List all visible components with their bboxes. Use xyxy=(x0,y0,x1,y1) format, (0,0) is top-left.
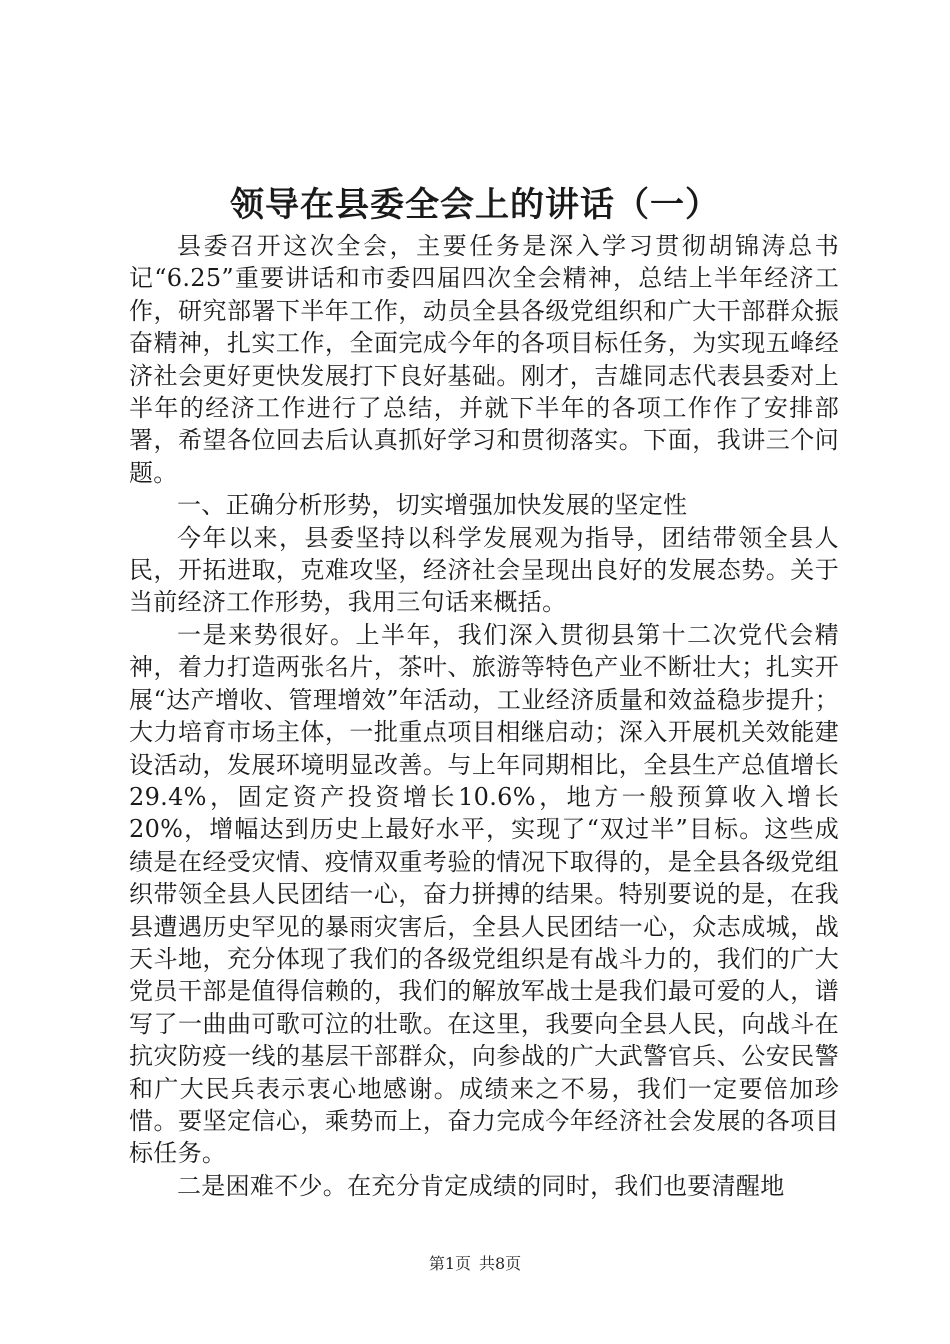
paragraph-point-two: 二是困难不少。在充分肯定成绩的同时，我们也要清醒地 xyxy=(177,1171,785,1200)
page-number-total: 共8页 xyxy=(479,1254,522,1273)
paragraph-point-one: 一是来势很好。上半年，我们深入贯彻县第十二次党代会精神，着力打造两张名片，茶叶、旅游等特色产业不断壮大；扎实开展“达产增收、管理增效”年活动，工业经济质量和效益稳步提升；大力培育市场主体，一批重点项目相继启动；深入开展机关效能建设活动，发展环境明显改善。与上年同期相比，全县生产总值增长29.4%，固定资产投资增长10.6%，地方一般预算收入增长20%，增幅达到历史上最好水平，实现了“双过半”目标。这些成绩是在经受灾情、疫情双重考验的情况下取得的，是全县各级党组织带领全县人民团结一心，奋力拼搏的结果。特别要说的是，在我县遭遇历史罕见的暴雨灾害后，全县人民团结一心，众志成城，战天斗地，充分体现了我们的各级党组织是有战斗力的，我们的广大党员干部是值得信赖的，我们的解放军战士是我们最可爱的人，谱写了一曲曲可歌可泣的壮歌。在这里，我要向全县人民，向战斗在抗灾防疫一线的基层干部群众，向参战的广大武警官兵、公安民警和广大民兵表示衷心地感谢。成绩来之不易，我们一定要倍加珍惜。要坚定信心，乘势而上，奋力完成今年经济社会发展的各项目标任务。 xyxy=(129,620,839,1168)
page-footer xyxy=(0,1253,950,1275)
page-number-current: 第1页 xyxy=(428,1254,471,1273)
document-body xyxy=(129,230,839,1202)
paragraph-intro: 县委召开这次全会，主要任务是深入学习贯彻胡锦涛总书记“6.25”重要讲话和市委四届四次全会精神，总结上半年经济工作，研究部署下半年工作，动员全县各级党组织和广大干部群众振奋精神，扎实工作，全面完成今年的各项目标任务，为实现五峰经济社会更好更快发展打下良好基础。刚才，吉雄同志代表县委对上半年的经济工作进行了总结，并就下半年的各项工作作了安排部署，希望各位回去后认真抓好学习和贯彻落实。下面，我讲三个问题。 xyxy=(129,232,839,487)
paragraph-overview: 今年以来，县委坚持以科学发展观为指导，团结带领全县人民，开拓进取，克难攻坚，经济社会呈现出良好的发展态势。关于当前经济工作形势，我用三句话来概括。 xyxy=(129,523,839,617)
document-title: 领导在县委全会上的讲话（一） xyxy=(230,185,720,225)
section-heading: 一、正确分析形势，切实增强加快发展的坚定性 xyxy=(177,491,688,520)
